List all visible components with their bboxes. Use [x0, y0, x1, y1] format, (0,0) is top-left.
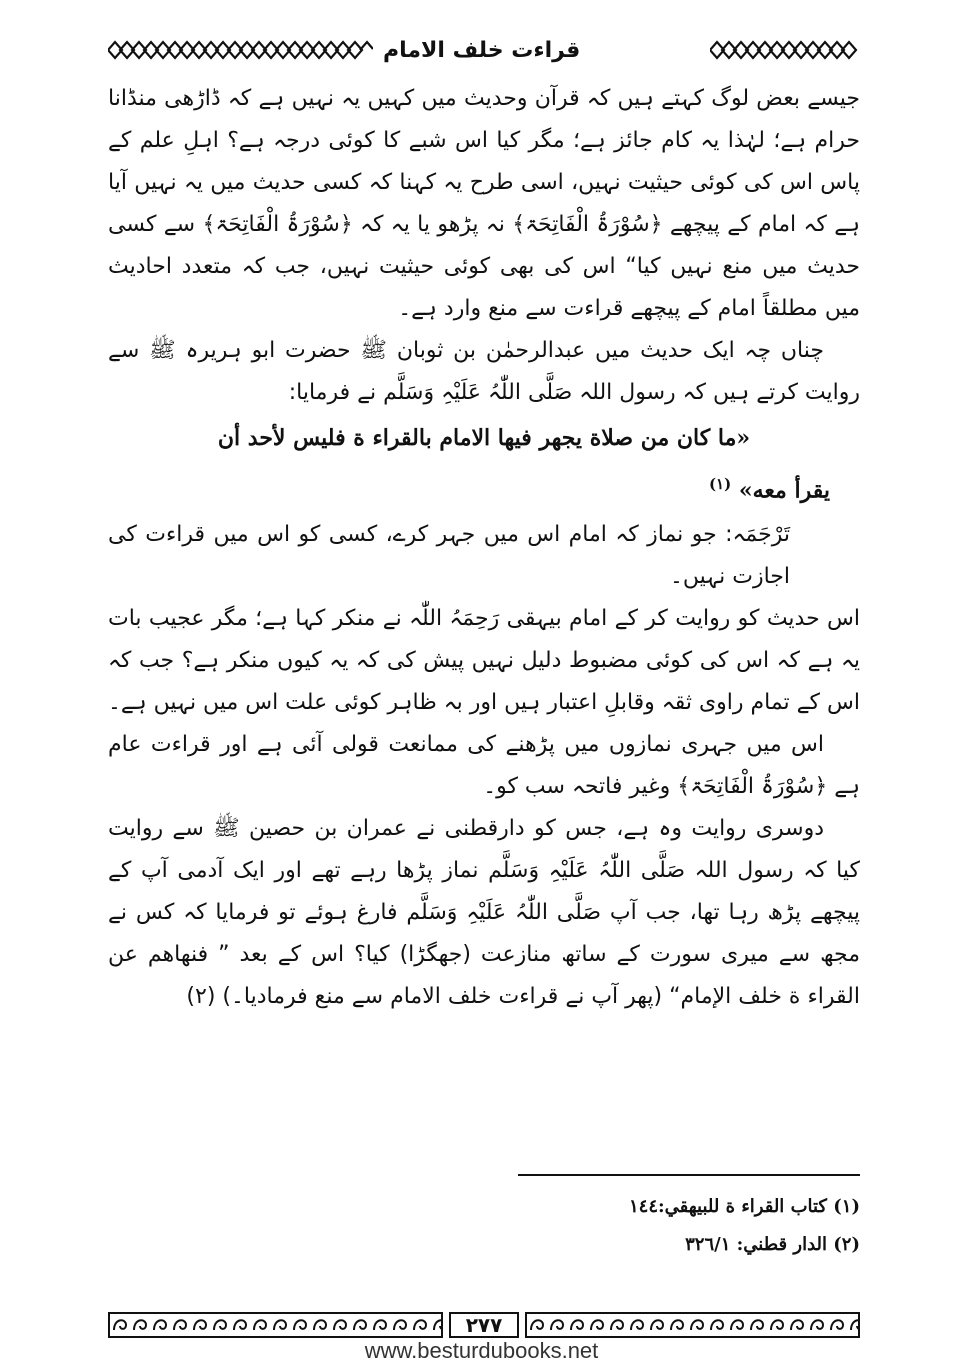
hadith-line-2: [108, 462, 860, 512]
paragraph-4: اس میں جہری نمازوں میں پڑھنے کی ممانعت قولی آئی ہے اور قراءت عام ہے ﴿سُوْرَۃُ الْفَاتِحَۃ﴾ وغیر فاتحہ سب کو۔: [108, 732, 860, 800]
hadith-line-1: «ما كان من صلاة يجهر فيها الامام بالقراء ة فليس لأحد أن: [217, 425, 751, 451]
website-watermark: www.besturdubooks.net: [364, 1338, 599, 1363]
footnote-1: (١) كتاب القراء ة للبيهقي:١٤٤: [628, 1196, 860, 1217]
header-ornament-right: [590, 39, 860, 61]
translation-text: : جو نماز کہ امام اس میں جہر کرے، کسی کو اس میں قراءت کی اجازت نہیں۔: [108, 522, 790, 590]
footer-ornament-left: [108, 1312, 443, 1338]
paragraph-5: دوسری روایت وہ ہے، جس کو دارقطنی نے عمران بن حصین ﷺ سے روایت کیا کہ رسول اللہ صَلَّی اللّٰہُ عَلَیْہِ وَسَلَّم نماز پڑھا رہے تھے اور ایک آدمی آپ کے پیچھے پڑھ رہا تھا، جب آپ صَلَّی اللّٰہُ عَلَیْہِ وَسَلَّم فارغ ہوئے تو فرمایا کہ کس نے مجھ سے میری سورت کے ساتھ منازعت (جھگڑا) کیا؟ اس کے بعد ” فنهاهم عن القراء ة خلف الإمام“ (پھر آپ نے قراءت خلف الامام سے منع فرمادیا۔) (٢): [108, 816, 860, 1010]
hadith-footnote-ref: (١): [708, 475, 732, 493]
hadith-text-end: يقرأ معه»: [738, 477, 830, 504]
footnote-2: (٢) الدار قطني: ٣٢٦/١: [685, 1234, 860, 1255]
footnotes: [108, 1188, 860, 1264]
translation-label: تَرْجَمَہ: [732, 522, 790, 548]
paragraph-2: چناں چہ ایک حدیث میں عبدالرحمٰن بن ثوبان ﷺ حضرت ابو ہریرہ ﷺ سے روایت کرتے ہیں کہ رسول اللہ صَلَّی اللّٰہُ عَلَیْہِ وَسَلَّم نے فرمایا:: [108, 338, 860, 405]
paragraph-3: اس حدیث کو روایت کر کے امام بیہقی رَحِمَہُ اللّٰہ نے منکر کہا ہے؛ مگر عجیب بات یہ ہے کہ اس کی کوئی مضبوط دلیل نہیں پیش کی کہ یہ کیوں منکر ہے؟ جب کہ اس کے تمام راوی ثقہ وقابلِ اعتبار ہیں اور بہ ظاہر کوئی علت اس میں نہیں ہے۔: [108, 606, 860, 716]
page-footer: [108, 1312, 860, 1338]
header-ornament-left: [108, 39, 373, 61]
footnote-divider: [518, 1174, 860, 1176]
page-number: ٢٧٧: [449, 1312, 519, 1338]
chapter-title: قراءت خلف الامام: [383, 37, 581, 63]
paragraph-1: جیسے بعض لوگ کہتے ہیں کہ قرآن وحدیث میں کہیں یہ نہیں ہے کہ ڈاڑھی منڈانا حرام ہے؛ لہٰذا یہ کام جائز ہے؛ مگر کیا اس شبے کا کوئی درجہ ہے؟ اہلِ علم کے پاس اس کی کوئی حیثیت نہیں، اسی طرح یہ کہنا کہ کسی حدیث میں یہ نہیں آیا ہے کہ امام کے پیچھے ﴿سُوْرَۃُ الْفَاتِحَۃ﴾ نہ پڑھو یا یہ کہ ﴿سُوْرَۃُ الْفَاتِحَۃ﴾ سے کسی حدیث میں منع نہیں کیا“ اس کی بھی کوئی حیثیت نہیں، جب کہ متعدد احادیث میں مطلقاً امام کے پیچھے قراءت سے منع وارد ہے۔: [108, 86, 860, 321]
translation: [108, 514, 860, 598]
page-header: [108, 30, 860, 70]
footer-ornament-right: [525, 1312, 860, 1338]
page-body: [108, 78, 860, 1018]
